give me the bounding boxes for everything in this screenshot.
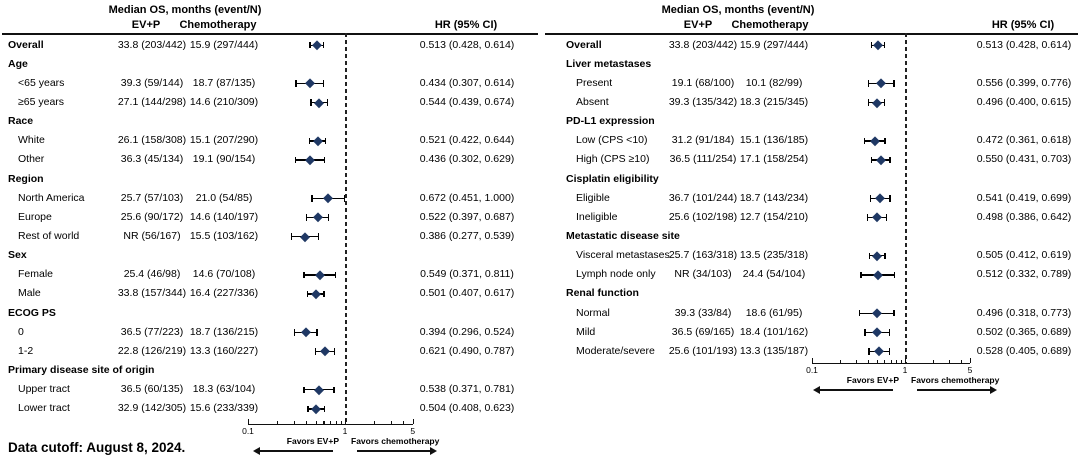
subgroup-header-row <box>540 170 1080 189</box>
ci-cap-high <box>325 138 326 145</box>
ci-cap-high <box>323 291 324 298</box>
forest-row <box>540 342 1080 361</box>
ci-cap-high <box>889 195 890 202</box>
row-label: Lower tract <box>18 402 70 415</box>
hr-ci-value: 0.522 (0.397, 0.687) <box>419 210 515 223</box>
chemotherapy-median-value: 12.7 (154/210) <box>739 210 809 223</box>
chemotherapy-column-header: Chemotherapy <box>179 19 257 31</box>
evp-median-value: 36.5 (69/165) <box>671 325 735 338</box>
evp-median-value: 36.5 (111/254) <box>669 153 737 166</box>
ci-cap-low <box>864 138 865 145</box>
chemotherapy-median-value: 13.5 (235/318) <box>739 249 809 262</box>
evp-median-value: 36.5 (60/135) <box>120 383 184 396</box>
evp-median-value: 36.5 (77/223) <box>120 325 184 338</box>
hr-point-marker <box>873 40 882 49</box>
hr-ci-value: 0.472 (0.361, 0.618) <box>976 134 1072 147</box>
ci-cap-high <box>894 272 895 279</box>
forest-row <box>0 380 540 399</box>
evp-median-value: 36.3 (45/134) <box>120 153 184 166</box>
forest-row <box>0 36 540 55</box>
hr-ci-value: 0.549 (0.371, 0.811) <box>420 268 514 281</box>
favors-chemotherapy-arrow <box>917 389 990 391</box>
ci-cap-high <box>893 80 894 87</box>
hr-ci-value: 0.550 (0.431, 0.703) <box>976 153 1072 166</box>
rows-container <box>0 0 540 463</box>
ci-cap-low <box>303 387 304 394</box>
evp-median-value: 19.1 (68/100) <box>671 76 735 89</box>
axis-line <box>248 424 413 425</box>
hr-ci-value: 0.502 (0.365, 0.689) <box>976 325 1072 338</box>
data-cutoff-note: Data cutoff: August 8, 2024. <box>8 440 186 455</box>
chemotherapy-median-value: 14.6 (140/197) <box>189 210 259 223</box>
row-label: ≥65 years <box>18 95 65 108</box>
evp-median-value: 39.3 (33/84) <box>674 306 732 319</box>
row-label: Rest of world <box>18 230 80 242</box>
axis-major-tick <box>248 419 249 424</box>
hr-ci-value: 0.672 (0.451, 1.000) <box>419 191 515 204</box>
chemotherapy-median-value: 14.6 (70/108) <box>192 268 256 281</box>
axis-minor-tick <box>316 421 317 425</box>
row-label: Europe <box>18 210 52 223</box>
evp-median-value: NR (34/103) <box>674 268 732 281</box>
hr-ci-value: 0.496 (0.318, 0.773) <box>976 306 1072 319</box>
ci-cap-low <box>309 138 310 145</box>
hr-ci-value: 0.544 (0.439, 0.674) <box>419 95 515 108</box>
forest-row <box>540 36 1080 55</box>
chemotherapy-median-value: 16.4 (227/336) <box>189 287 259 300</box>
axis-tick-label: 5 <box>967 365 973 375</box>
axis-minor-tick <box>294 421 295 425</box>
evp-median-value: 39.3 (59/144) <box>120 76 184 89</box>
ci-cap-low <box>871 157 872 164</box>
row-label: Ineligible <box>576 210 618 223</box>
x-axis <box>540 363 1080 403</box>
row-label: Normal <box>576 306 610 319</box>
axis-minor-tick <box>901 360 902 364</box>
ci-cap-high <box>893 310 894 317</box>
chemotherapy-median-value: 18.7 (136/215) <box>189 325 259 338</box>
hr-point-marker <box>305 155 314 164</box>
forest-row <box>540 93 1080 112</box>
forest-panel-right <box>540 0 1080 463</box>
forest-row <box>540 131 1080 150</box>
forest-row <box>0 399 540 418</box>
ci-cap-high <box>889 157 890 164</box>
axis-line <box>812 363 970 364</box>
hr-ci-value: 0.513 (0.428, 0.614) <box>976 38 1072 51</box>
row-label: Renal function <box>566 287 639 300</box>
forest-row <box>540 208 1080 227</box>
ci-cap-high <box>328 214 329 221</box>
axis-minor-tick <box>949 360 950 364</box>
ci-cap-low <box>870 195 871 202</box>
ci-cap-low <box>860 272 861 279</box>
hr-ci-value: 0.386 (0.277, 0.539) <box>419 230 515 242</box>
axis-minor-tick <box>868 360 869 364</box>
forest-row <box>0 284 540 303</box>
ci-cap-low <box>859 310 860 317</box>
axis-minor-tick <box>336 421 337 425</box>
axis-minor-tick <box>391 421 392 425</box>
hr-column-header: HR (95% CI) <box>991 19 1055 31</box>
forest-row <box>0 342 540 361</box>
ci-cap-low <box>307 291 308 298</box>
axis-minor-tick <box>896 360 897 364</box>
hr-ci-value: 0.541 (0.419, 0.699) <box>976 191 1072 204</box>
axis-minor-tick <box>277 421 278 425</box>
ci-cap-high <box>884 253 885 260</box>
subgroup-header-row <box>0 55 540 74</box>
axis-minor-tick <box>323 421 324 425</box>
ci-cap-high <box>327 99 328 106</box>
hr-point-marker <box>870 136 879 145</box>
hr-point-marker <box>324 194 333 203</box>
hr-point-marker <box>311 404 320 413</box>
chemotherapy-median-value: 21.0 (54/85) <box>195 191 253 204</box>
axis-tick-label: 0.1 <box>806 365 818 375</box>
forest-row <box>0 208 540 227</box>
row-label: Absent <box>576 95 609 108</box>
subgroup-header-row <box>0 112 540 131</box>
forest-row <box>0 74 540 93</box>
ci-cap-high <box>323 42 324 49</box>
axis-tick-label: 1 <box>902 365 908 375</box>
forest-row <box>0 323 540 342</box>
row-label: Metastatic disease site <box>566 230 680 242</box>
hr-point-marker <box>313 136 322 145</box>
evp-median-value: 22.8 (126/219) <box>117 344 187 357</box>
hr-ci-value: 0.496 (0.400, 0.615) <box>976 95 1072 108</box>
evp-column-header: EV+P <box>683 19 713 31</box>
row-label: Race <box>8 115 34 128</box>
subgroup-header-row <box>540 55 1080 74</box>
hr-ci-value: 0.505 (0.412, 0.619) <box>976 249 1072 262</box>
hr-ci-value: 0.556 (0.399, 0.776) <box>976 76 1072 89</box>
ci-cap-high <box>886 214 887 221</box>
median-os-header: Median OS, months (event/N) <box>108 4 262 16</box>
axis-minor-tick <box>403 421 404 425</box>
evp-median-value: 32.9 (142/305) <box>117 402 187 415</box>
chemotherapy-column-header: Chemotherapy <box>731 19 809 31</box>
forest-row <box>0 227 540 246</box>
median-os-header: Median OS, months (event/N) <box>661 4 815 16</box>
row-label: Eligible <box>576 191 610 204</box>
favors-chemotherapy-label: Favors chemotherapy <box>911 375 1000 385</box>
ci-cap-high <box>316 329 317 336</box>
hr-point-marker <box>872 213 881 222</box>
hr-ci-value: 0.513 (0.428, 0.614) <box>419 38 515 51</box>
axis-tick-label: 0.1 <box>242 426 254 436</box>
forest-row <box>540 74 1080 93</box>
axis-minor-tick <box>330 421 331 425</box>
row-label: White <box>18 134 45 147</box>
chemotherapy-median-value: 18.6 (61/95) <box>745 306 803 319</box>
chemotherapy-median-value: 18.3 (63/104) <box>192 383 256 396</box>
row-label: ECOG PS <box>8 306 56 319</box>
chemotherapy-median-value: 19.1 (90/154) <box>192 153 256 166</box>
hr-point-marker <box>875 347 884 356</box>
evp-median-value: 39.3 (135/342) <box>668 95 738 108</box>
hr-ci-value: 0.436 (0.302, 0.629) <box>419 153 515 166</box>
evp-median-value: 33.8 (203/442) <box>668 38 738 51</box>
hr-ci-value: 0.521 (0.422, 0.644) <box>419 134 515 147</box>
hr-point-marker <box>872 309 881 318</box>
chemotherapy-median-value: 15.9 (297/444) <box>189 38 259 51</box>
ci-cap-low <box>295 80 296 87</box>
row-label: Liver metastases <box>566 57 652 70</box>
hr-point-marker <box>320 347 329 356</box>
hr-ci-value: 0.504 (0.408, 0.623) <box>419 402 515 415</box>
row-label: Overall <box>566 38 602 51</box>
row-label: Lymph node only <box>576 268 656 281</box>
ci-cap-high <box>889 329 890 336</box>
subgroup-header-row <box>0 361 540 380</box>
hr-ci-value: 0.501 (0.407, 0.617) <box>419 287 515 300</box>
ci-cap-high <box>889 348 890 355</box>
ci-cap-high <box>335 272 336 279</box>
ci-cap-low <box>315 348 316 355</box>
ci-cap-low <box>295 157 296 164</box>
axis-minor-tick <box>961 360 962 364</box>
chemotherapy-median-value: 17.1 (158/254) <box>739 153 809 166</box>
row-label: PD-L1 expression <box>566 115 655 128</box>
ci-cap-low <box>311 195 312 202</box>
forest-row <box>540 150 1080 169</box>
favors-evp-arrow <box>820 389 893 391</box>
evp-column-header: EV+P <box>131 19 161 31</box>
ci-cap-high <box>884 99 885 106</box>
chemotherapy-median-value: 18.4 (101/162) <box>739 325 809 338</box>
favors-evp-label: Favors EV+P <box>286 436 339 446</box>
hr-ci-value: 0.538 (0.371, 0.781) <box>419 383 515 396</box>
axis-minor-tick <box>306 421 307 425</box>
axis-major-tick <box>905 358 906 363</box>
ci-cap-high <box>323 80 324 87</box>
hr-point-marker <box>872 98 881 107</box>
hr-point-marker <box>315 270 324 279</box>
subgroup-header-row <box>0 304 540 323</box>
ci-cap-high <box>333 387 334 394</box>
row-label: Moderate/severe <box>576 344 655 357</box>
forest-row <box>540 265 1080 284</box>
row-label: Overall <box>8 38 44 51</box>
ci-cap-low <box>310 99 311 106</box>
ci-cap-low <box>291 233 292 240</box>
forest-row <box>0 265 540 284</box>
row-label: 0 <box>18 325 24 338</box>
axis-minor-tick <box>877 360 878 364</box>
subgroup-header-row <box>0 246 540 265</box>
forest-row <box>540 304 1080 323</box>
hr-point-marker <box>873 251 882 260</box>
hr-point-marker <box>876 155 885 164</box>
favors-evp-arrow <box>260 450 333 452</box>
evp-median-value: 27.1 (144/298) <box>117 95 187 108</box>
chemotherapy-median-value: 13.3 (135/187) <box>739 344 809 357</box>
chemotherapy-median-value: 18.7 (87/135) <box>192 76 256 89</box>
favors-chemotherapy-arrowhead <box>990 386 997 394</box>
row-label: 1-2 <box>18 344 34 357</box>
favors-chemotherapy-arrow <box>357 450 430 452</box>
favors-chemotherapy-label: Favors chemotherapy <box>351 436 440 446</box>
ci-cap-low <box>294 329 295 336</box>
ci-cap-low <box>306 214 307 221</box>
ci-cap-low <box>309 42 310 49</box>
hr-ci-value: 0.512 (0.332, 0.789) <box>976 268 1072 281</box>
hr-point-marker <box>877 79 886 88</box>
hr-point-marker <box>873 270 882 279</box>
hr-point-marker <box>311 289 320 298</box>
row-label: Mild <box>576 325 596 338</box>
favors-chemotherapy-arrowhead <box>430 447 437 455</box>
hr-point-marker <box>876 194 885 203</box>
subgroup-header-row <box>540 112 1080 131</box>
axis-minor-tick <box>374 421 375 425</box>
axis-major-tick <box>413 419 414 424</box>
evp-median-value: 25.7 (57/103) <box>120 191 184 204</box>
row-label: Primary disease site of origin <box>8 364 155 377</box>
ci-cap-low <box>868 99 869 106</box>
axis-minor-tick <box>856 360 857 364</box>
hr-ci-value: 0.434 (0.307, 0.614) <box>419 76 515 89</box>
axis-minor-tick <box>933 360 934 364</box>
hr-point-marker <box>301 328 310 337</box>
favors-evp-label: Favors EV+P <box>846 375 899 385</box>
axis-tick-label: 5 <box>410 426 416 436</box>
row-label: <65 years <box>18 76 65 89</box>
hr-point-marker <box>314 385 323 394</box>
hr-point-marker <box>315 98 324 107</box>
hr-point-marker <box>312 40 321 49</box>
ci-cap-low <box>868 80 869 87</box>
evp-median-value: 36.7 (101/244) <box>668 191 738 204</box>
chemotherapy-median-value: 13.3 (160/227) <box>189 344 259 357</box>
chemotherapy-median-value: 14.6 (210/309) <box>189 95 259 108</box>
chemotherapy-median-value: 18.7 (143/234) <box>739 191 809 204</box>
row-label: North America <box>18 191 85 204</box>
forest-row <box>0 150 540 169</box>
row-label: Age <box>8 57 28 70</box>
hr-point-marker <box>313 213 322 222</box>
evp-median-value: 33.8 (203/442) <box>117 38 187 51</box>
subgroup-header-row <box>0 170 540 189</box>
hr-ci-value: 0.394 (0.296, 0.524) <box>419 325 515 338</box>
axis-minor-tick <box>891 360 892 364</box>
row-label: Female <box>18 268 54 281</box>
ci-cap-low <box>868 348 869 355</box>
forest-row <box>0 189 540 208</box>
row-label: Present <box>576 76 613 89</box>
ci-cap-low <box>867 214 868 221</box>
hr-point-marker <box>300 232 309 241</box>
ci-cap-low <box>871 42 872 49</box>
forest-row <box>0 131 540 150</box>
ci-cap-high <box>318 233 319 240</box>
row-label: Other <box>18 153 45 166</box>
hr-ci-value: 0.498 (0.386, 0.642) <box>976 210 1072 223</box>
row-label: Upper tract <box>18 383 70 396</box>
ci-cap-high <box>334 348 335 355</box>
subgroup-header-row <box>540 284 1080 303</box>
row-label: Visceral metastases <box>576 249 670 262</box>
chemotherapy-median-value: 15.6 (233/339) <box>189 402 259 415</box>
axis-major-tick <box>970 358 971 363</box>
chemotherapy-median-value: 15.9 (297/444) <box>739 38 809 51</box>
axis-major-tick <box>345 419 346 424</box>
ci-cap-low <box>303 272 304 279</box>
axis-major-tick <box>812 358 813 363</box>
axis-minor-tick <box>840 360 841 364</box>
ci-cap-high <box>324 157 325 164</box>
axis-tick-label: 1 <box>342 426 348 436</box>
hr-column-header: HR (95% CI) <box>434 19 498 31</box>
ci-cap-high <box>324 406 325 413</box>
subgroup-header-row <box>540 227 1080 246</box>
ci-cap-high <box>884 42 885 49</box>
evp-median-value: 25.6 (90/172) <box>120 210 184 223</box>
evp-median-value: 25.6 (101/193) <box>668 344 738 357</box>
favors-evp-arrowhead <box>813 386 820 394</box>
ci-cap-low <box>307 406 308 413</box>
evp-median-value: 33.8 (157/344) <box>117 287 187 300</box>
hr-ci-value: 0.528 (0.405, 0.689) <box>976 344 1072 357</box>
chemotherapy-median-value: 15.1 (207/290) <box>189 134 259 147</box>
ci-cap-high <box>884 138 885 145</box>
ci-cap-low <box>864 329 865 336</box>
row-label: Region <box>8 172 44 185</box>
hr-point-marker <box>305 79 314 88</box>
row-label: High (CPS ≥10) <box>576 153 650 166</box>
row-label: Cisplatin eligibility <box>566 172 659 185</box>
chemotherapy-median-value: 15.5 (103/162) <box>189 230 259 242</box>
forest-row <box>540 189 1080 208</box>
hr-ci-value: 0.621 (0.490, 0.787) <box>419 344 515 357</box>
chemotherapy-median-value: 15.1 (136/185) <box>739 134 809 147</box>
axis-minor-tick <box>884 360 885 364</box>
evp-median-value: 26.1 (158/308) <box>117 134 187 147</box>
evp-median-value: 31.2 (91/184) <box>671 134 735 147</box>
chemotherapy-median-value: 10.1 (82/99) <box>745 76 803 89</box>
row-label: Male <box>18 287 41 300</box>
ci-cap-low <box>869 253 870 260</box>
evp-median-value: 25.4 (46/98) <box>123 268 181 281</box>
evp-median-value: 25.6 (102/198) <box>668 210 738 223</box>
reference-line-hr-1 <box>345 33 347 424</box>
forest-row <box>540 323 1080 342</box>
evp-median-value: 25.7 (163/318) <box>668 249 738 262</box>
forest-panel-left <box>0 0 540 463</box>
forest-row <box>540 246 1080 265</box>
axis-minor-tick <box>341 421 342 425</box>
favors-evp-arrowhead <box>253 447 260 455</box>
forest-row <box>0 93 540 112</box>
chemotherapy-median-value: 24.4 (54/104) <box>742 268 806 281</box>
evp-median-value: NR (56/167) <box>123 230 181 242</box>
row-label: Sex <box>8 249 27 262</box>
reference-line-hr-1 <box>905 33 907 363</box>
hr-point-marker <box>872 328 881 337</box>
row-label: Low (CPS <10) <box>576 134 648 147</box>
chemotherapy-median-value: 18.3 (215/345) <box>739 95 809 108</box>
